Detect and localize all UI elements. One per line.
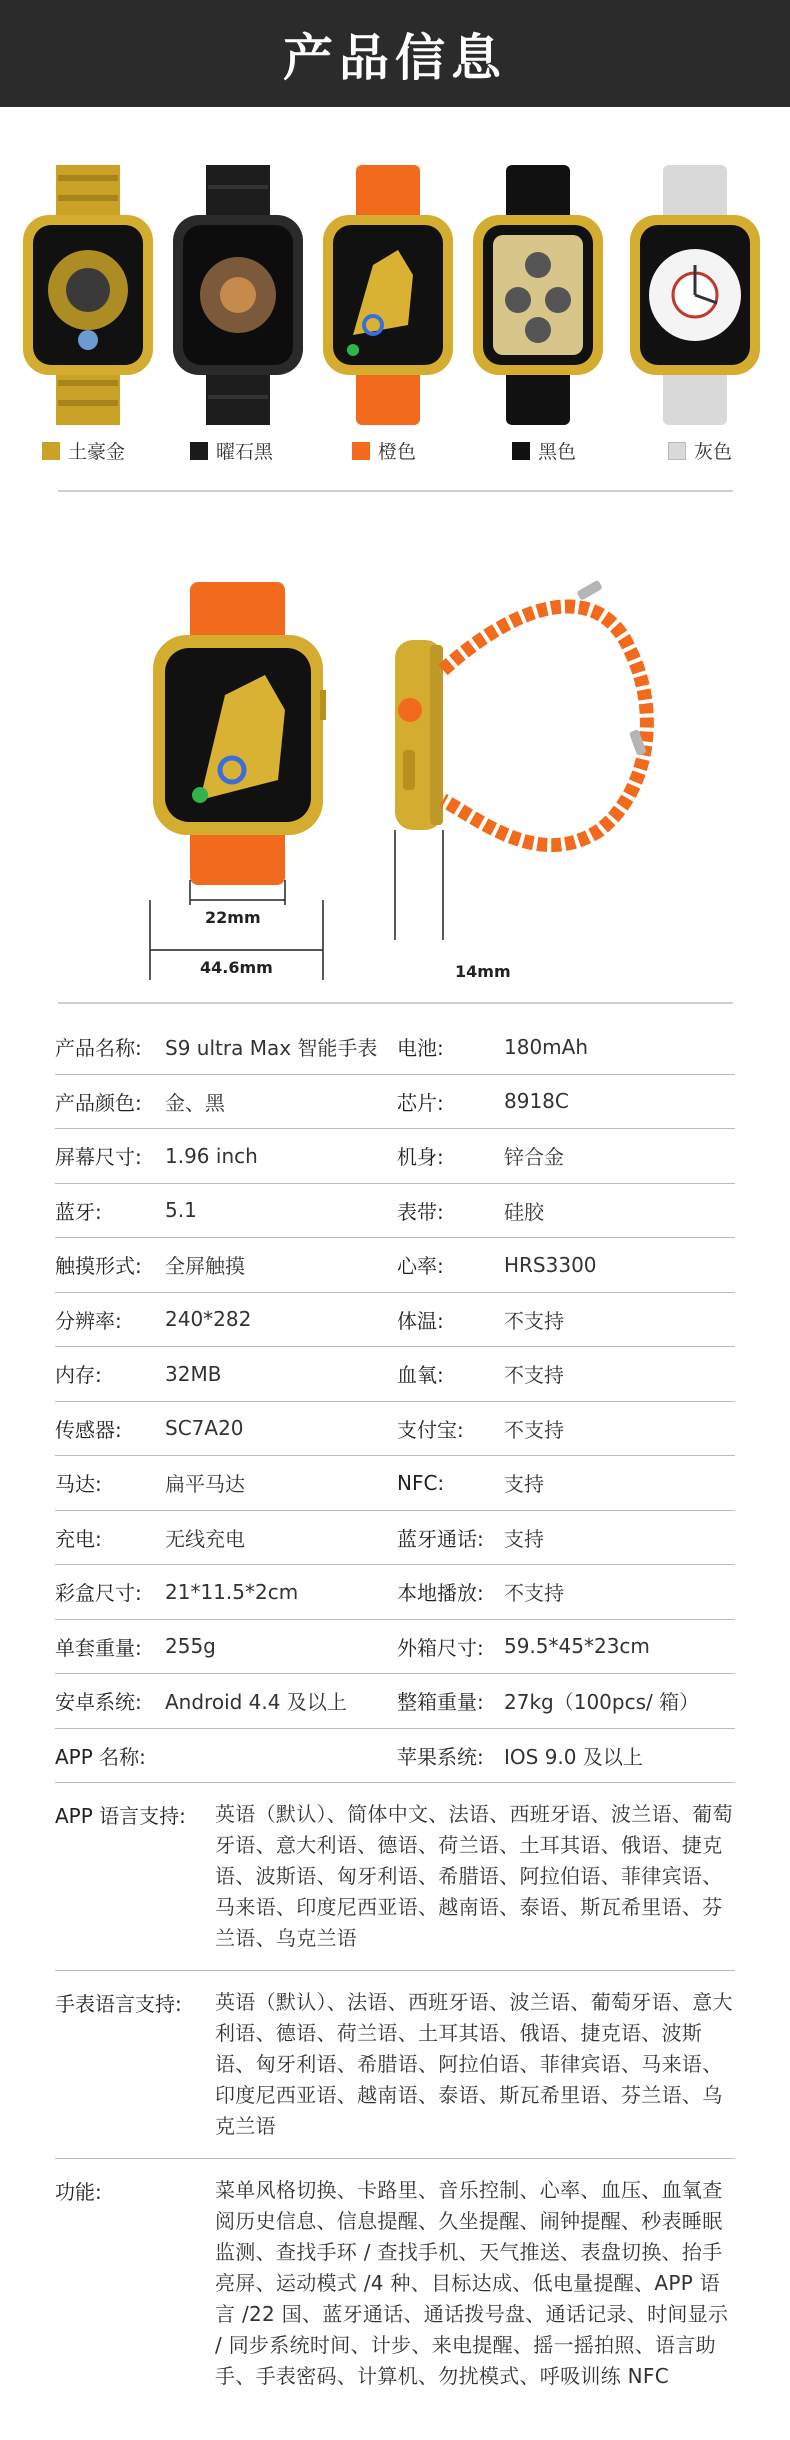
spec-value: 5.1 (165, 1198, 197, 1223)
spec-label: 产品名称: (55, 1036, 142, 1061)
spec-label: 血氧: (397, 1363, 444, 1388)
header-bar (0, 0, 790, 107)
watch-language-block (55, 1971, 735, 2159)
spec-row (55, 1729, 735, 1784)
spec-label: 触摸形式: (55, 1254, 142, 1279)
spec-label: 马达: (55, 1472, 102, 1497)
spec-value: Android 4.4 及以上 (165, 1690, 347, 1715)
spec-value: 59.5*45*23cm (504, 1634, 650, 1659)
swatch-grey-icon (668, 442, 686, 460)
spec-value: SC7A20 (165, 1416, 244, 1441)
spec-row (55, 1620, 735, 1675)
spec-value: 240*282 (165, 1307, 252, 1332)
spec-value: 无线充电 (165, 1526, 245, 1551)
spec-label: 分辨率: (55, 1308, 122, 1333)
watch-gold-image (18, 165, 158, 425)
spec-value: 1.96 inch (165, 1143, 258, 1168)
spec-value: 不支持 (504, 1417, 564, 1442)
spec-table (55, 1020, 735, 2408)
color-option-gold: 土豪金 (42, 437, 125, 464)
spec-value: 不支持 (504, 1363, 564, 1388)
spec-label: 苹果系统: (397, 1744, 484, 1769)
band-width-label: 22mm (205, 908, 261, 927)
spec-value: 32MB (165, 1361, 222, 1386)
spec-label: 屏幕尺寸: (55, 1145, 142, 1170)
spec-label: NFC: (397, 1470, 445, 1495)
spec-label: APP 名称: (55, 1744, 146, 1769)
spec-label: 内存: (55, 1363, 102, 1388)
color-option-grey: 灰色 (668, 437, 732, 464)
spec-row (55, 1238, 735, 1293)
spec-label: 芯片: (397, 1090, 444, 1115)
spec-value: 不支持 (504, 1581, 564, 1606)
spec-label: 单套重量: (55, 1635, 142, 1660)
spec-value: 180mAh (504, 1034, 589, 1059)
spec-value: 27kg（100pcs/ 箱） (504, 1690, 700, 1715)
spec-label: 彩盒尺寸: (55, 1581, 142, 1606)
spec-row (55, 1020, 735, 1075)
spec-value: 金、黑 (165, 1090, 225, 1115)
spec-row (55, 1184, 735, 1239)
spec-value: 锌合金 (504, 1145, 564, 1170)
spec-label: 支付宝: (397, 1417, 464, 1442)
spec-value: 支持 (504, 1526, 544, 1551)
spec-label: 心率: (397, 1254, 444, 1279)
watch-dimension-illustration (0, 560, 790, 980)
spec-value: IOS 9.0 及以上 (504, 1744, 643, 1769)
spec-label: 本地播放: (397, 1581, 484, 1606)
spec-value: 255g (165, 1634, 216, 1659)
spec-row (55, 1511, 735, 1566)
spec-label: 机身: (397, 1145, 444, 1170)
spec-value: 支持 (504, 1472, 544, 1497)
page-title: 产品信息 (283, 28, 507, 87)
functions-label: 功能: (55, 2180, 102, 2204)
section-divider (58, 1002, 733, 1004)
spec-label: 传感器: (55, 1417, 122, 1442)
spec-value: 不支持 (504, 1308, 564, 1333)
functions-block (55, 2159, 735, 2408)
dimension-diagram (0, 560, 790, 980)
spec-label: 外箱尺寸: (397, 1635, 484, 1660)
section-divider (58, 490, 733, 492)
spec-row (55, 1293, 735, 1348)
spec-value: 21*11.5*2cm (165, 1579, 299, 1604)
swatch-gold-icon (42, 442, 60, 460)
watch-black-image (468, 165, 608, 425)
app-language-label: APP 语言支持: (55, 1804, 186, 1828)
spec-row (55, 1075, 735, 1130)
spec-value: HRS3300 (504, 1252, 597, 1277)
swatch-orange-icon (352, 442, 370, 460)
spec-label: 充电: (55, 1526, 102, 1551)
spec-value: 扁平马达 (165, 1472, 245, 1497)
spec-label: 蓝牙通话: (397, 1526, 484, 1551)
spec-label: 产品颜色: (55, 1090, 142, 1115)
watch-lineup (0, 165, 790, 425)
spec-label: 蓝牙: (55, 1199, 102, 1224)
thickness-label: 14mm (455, 962, 511, 981)
spec-label: 表带: (397, 1199, 444, 1224)
watch-grey-image (625, 165, 765, 425)
watch-orange-image (318, 165, 458, 425)
spec-row (55, 1456, 735, 1511)
color-option-obsidian: 曜石黑 (190, 437, 273, 464)
swatch-obsidian-icon (190, 442, 208, 460)
spec-value: S9 ultra Max 智能手表 (165, 1036, 378, 1061)
watch-obsidian-image (168, 165, 308, 425)
app-language-value: 英语（默认）、简体中文、法语、西班牙语、波兰语、葡萄牙语、意大利语、德语、荷兰语、土耳其语、俄语、捷克语、波斯语、匈牙利语、希腊语、阿拉伯语、菲律宾语、马来语、印度尼西亚语、越南语、泰语、斯瓦希里语、芬兰语、乌克兰语 (215, 1802, 733, 1950)
swatch-black-icon (512, 442, 530, 460)
spec-row (55, 1565, 735, 1620)
functions-value: 菜单风格切换、卡路里、音乐控制、心率、血压、血氧查阅历史信息、信息提醒、久坐提醒、闹钟提醒、秒表睡眠监测、查找手环 / 查找手机、天气推送、表盘切换、抬手亮屏、运动模式 /4 种、目标达成、低电量提醒、APP 语言 /22 国、蓝牙通话、通话拨号盘、通话记录、时间显示 / 同步系统时间、计步、来电提醒、摇一摇拍照、语言助手、手表密码、计算机、勿扰模式、呼吸训练 NFC (215, 2178, 729, 2388)
spec-row (55, 1402, 735, 1457)
spec-label: 安卓系统: (55, 1690, 142, 1715)
spec-row (55, 1129, 735, 1184)
spec-value: 全屏触摸 (165, 1254, 245, 1279)
color-option-black: 黑色 (512, 437, 576, 464)
spec-value: 8918C (504, 1089, 569, 1114)
spec-row (55, 1347, 735, 1402)
spec-label: 体温: (397, 1308, 444, 1333)
spec-label: 电池: (397, 1036, 444, 1061)
watch-language-label: 手表语言支持: (55, 1992, 182, 2016)
app-language-block (55, 1783, 735, 1971)
spec-value: 硅胶 (504, 1199, 544, 1224)
watch-language-value: 英语（默认）、法语、西班牙语、波兰语、葡萄牙语、意大利语、德语、荷兰语、土耳其语、俄语、捷克语、波斯语、匈牙利语、希腊语、阿拉伯语、菲律宾语、马来语、印度尼西亚语、越南语、泰语、斯瓦希里语、芬兰语、乌克兰语 (215, 1990, 733, 2138)
spec-label: 整箱重量: (397, 1690, 484, 1715)
spec-row (55, 1674, 735, 1729)
color-option-orange: 橙色 (352, 437, 416, 464)
case-width-label: 44.6mm (200, 958, 273, 977)
